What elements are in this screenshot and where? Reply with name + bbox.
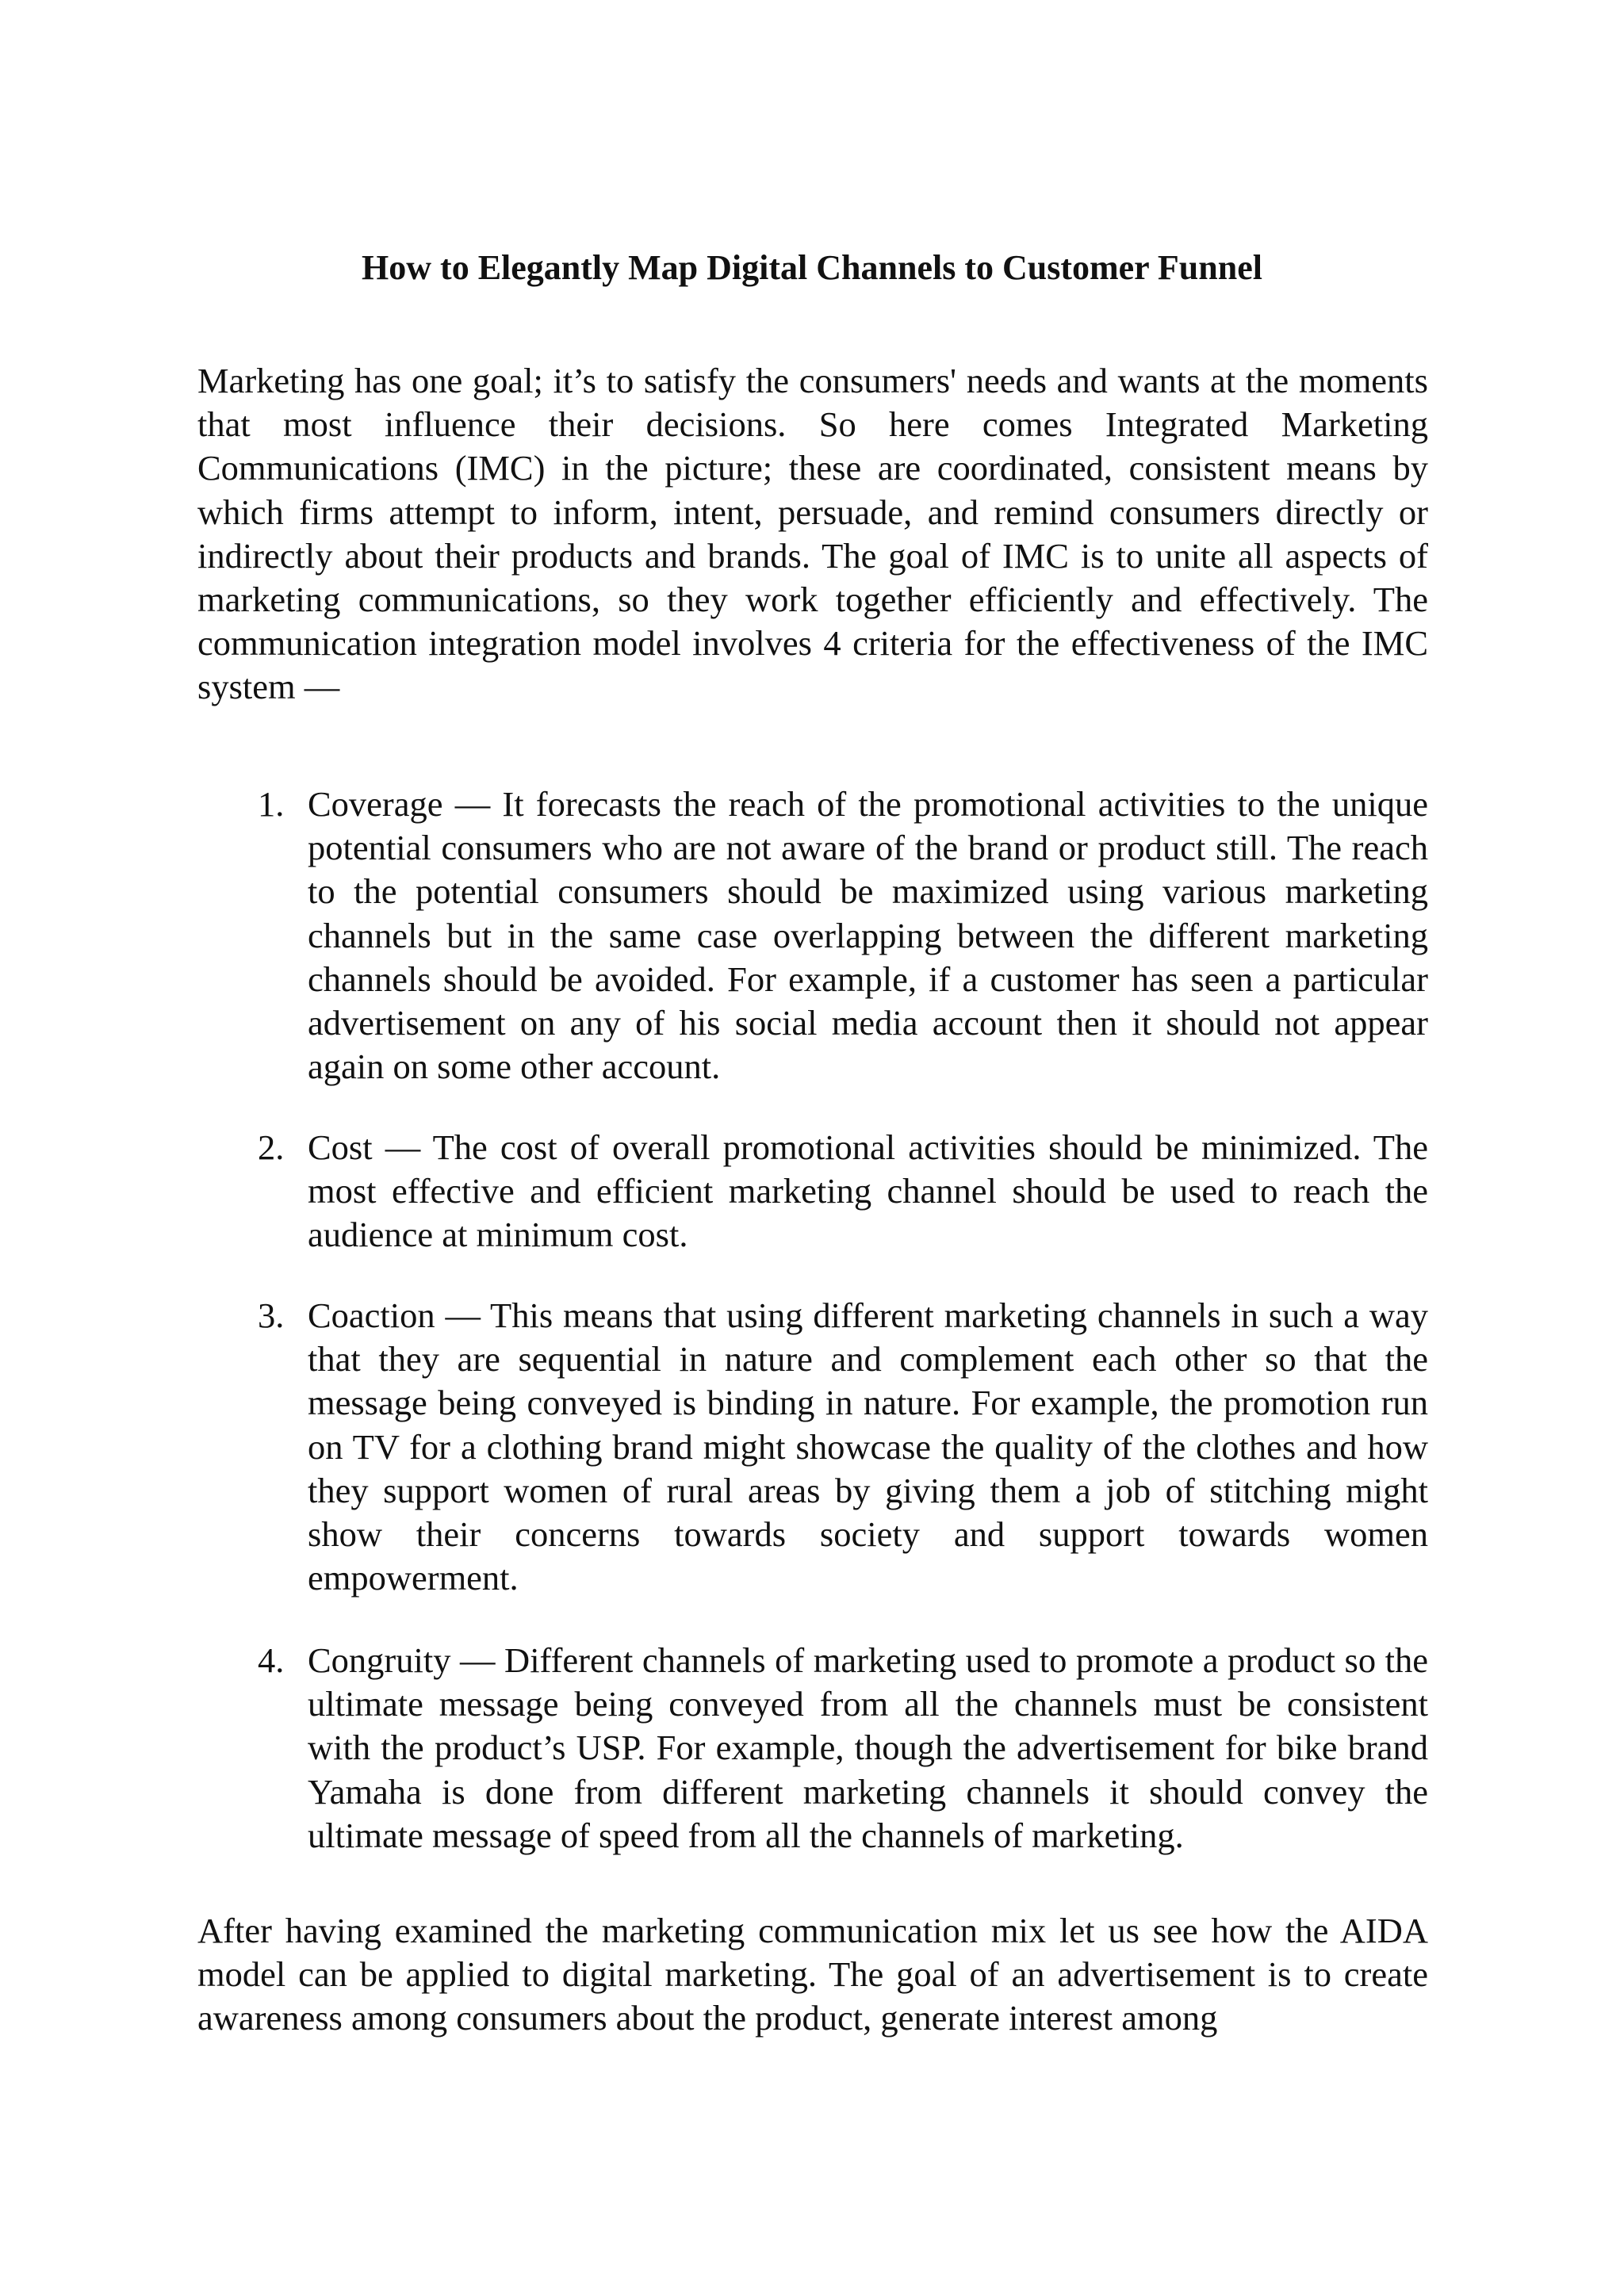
criteria-item-coverage — [258, 783, 1428, 1089]
criteria-item-congruity — [258, 1639, 1428, 1858]
list-number: 2. — [258, 1127, 285, 1167]
page-title: How to Elegantly Map Digital Channels to Customer Funnel — [362, 248, 1262, 287]
list-number: 3. — [258, 1295, 285, 1335]
list-number: 1. — [258, 784, 285, 824]
criteria-text: Cost — The cost of overall promotional activities should be minimized. The most effective and efficient marketing channel should be used to reach the audience at minimum cost. — [308, 1127, 1428, 1255]
criteria-item-coaction — [258, 1294, 1428, 1600]
list-number: 4. — [258, 1640, 285, 1680]
criteria-item-cost — [258, 1126, 1428, 1257]
criteria-text: Coverage — It forecasts the reach of the promotional activities to the unique potential consumers who are not aware of the brand or product still. The reach to the potential consumers should be maximized using various marketing channels but in the same case overlapping between the different marketing channels should be avoided. For example, if a customer has seen a particular advertisement on any of his social media account then it should not appear again on some other account. — [308, 784, 1428, 1087]
criteria-text: Congruity — Different channels of marketing used to promote a product so the ultimate message being conveyed from all the channels must be consistent with the product’s USP. For example, though the advertisement for bike brand Yamaha is done from different marketing channels it should convey the ultimate message of speed from all the channels of marketing. — [308, 1640, 1428, 1855]
criteria-text: Coaction — This means that using different marketing channels in such a way that they are sequential in nature and complement each other so that the message being conveyed is binding in nature. For example, the promotion run on TV for a clothing brand might showcase the quality of the clothes and how they support women of rural areas by giving them a job of stitching might show their concerns towards society and support towards women empowerment. — [308, 1295, 1428, 1598]
intro-paragraph: Marketing has one goal; it’s to satisfy the consumers' needs and wants at the moments that most influence their decisions. So here comes Integrated Marketing Communications (IMC) in the picture; these are coordinated, consistent means by which firms attempt to inform, intent, persuade, and remind consumers directly or indirectly about their products and brands. The goal of IMC is to unite all aspects of marketing communications, so they work together efficiently and effectively. The communication integration model involves 4 criteria for the effectiveness of the IMC system — — [197, 361, 1428, 707]
closing-paragraph: After having examined the marketing communication mix let us see how the AIDA model can be applied to digital marketing. The goal of an advertisement is to create awareness among consumers about the product, generate interest among — [197, 1911, 1428, 2038]
